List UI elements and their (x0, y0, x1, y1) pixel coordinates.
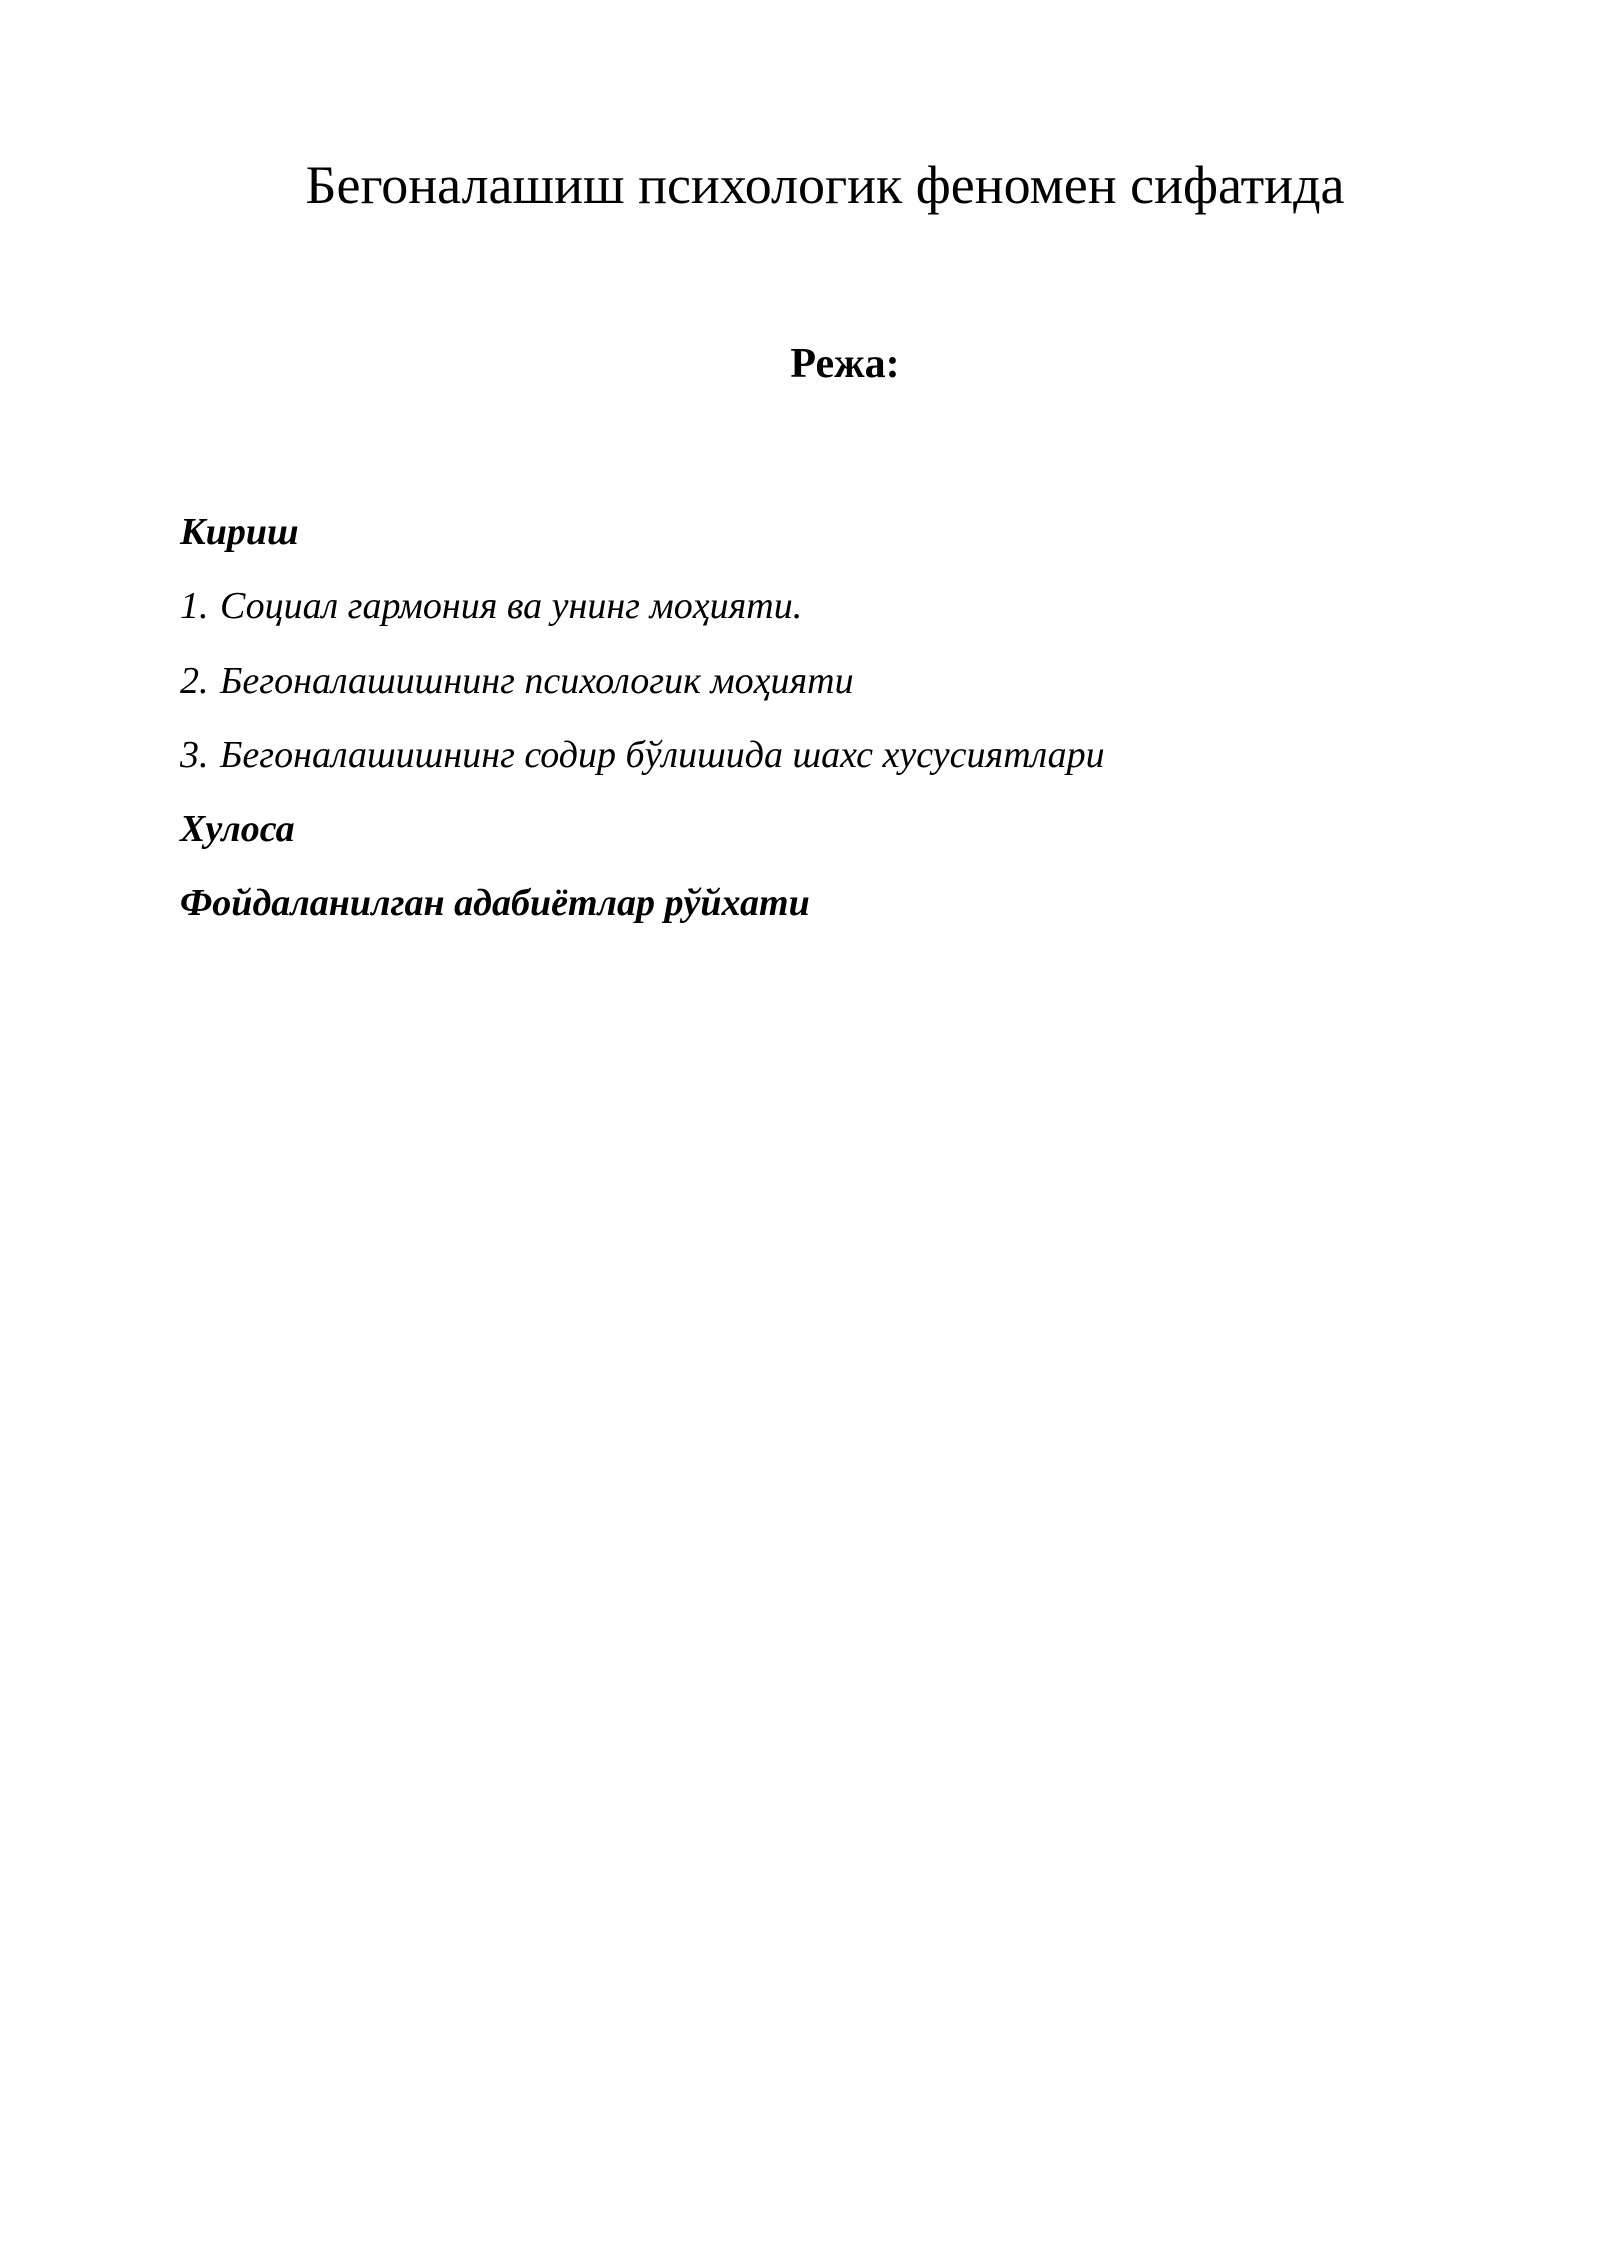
plan-item-3 (180, 729, 1105, 781)
plan-conclusion: Хулоса (180, 808, 295, 850)
plan-item-2 (180, 655, 854, 707)
plan-item-number: 3. (180, 734, 209, 776)
plan-item-1 (180, 580, 802, 632)
plan-item-text: Бегоналашишнинг содир бўлишида шахс хусусиятлари (220, 734, 1105, 776)
plan-heading: Режа: (790, 341, 900, 387)
plan-item-text: Социал гармония ва унинг моҳияти. (220, 585, 803, 627)
document-title: Бегоналашиш психологик феномен сифатида (305, 155, 1345, 215)
plan-item-number: 1. (180, 585, 209, 627)
plan-intro: Кириш (180, 511, 299, 553)
plan-item-text: Бегоналашишнинг психологик моҳияти (220, 660, 854, 702)
plan-references: Фойдаланилган адабиётлар рўйхати (180, 882, 810, 924)
plan-item-number: 2. (180, 660, 209, 702)
